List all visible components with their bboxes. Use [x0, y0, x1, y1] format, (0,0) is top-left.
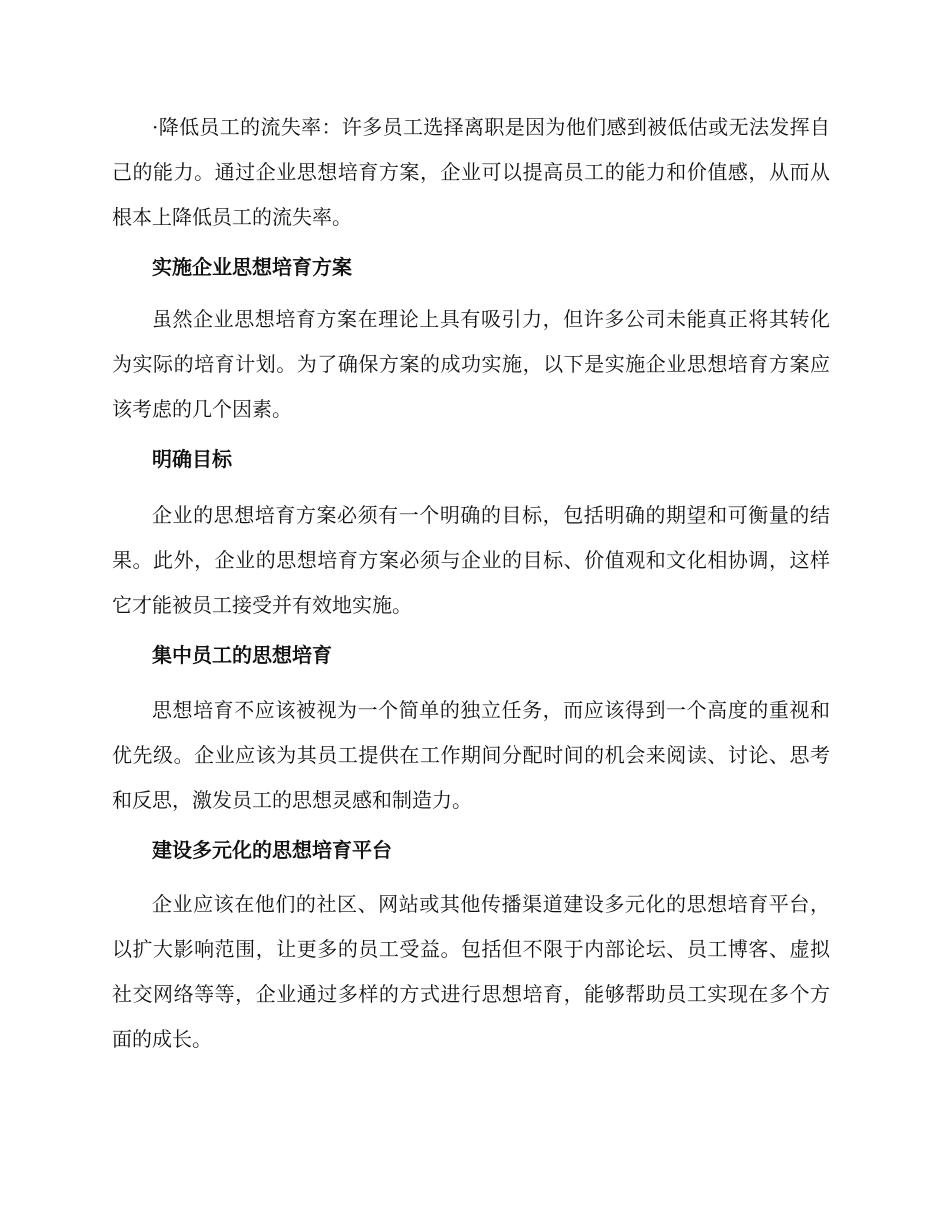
- section-heading-goals: 明确目标: [152, 447, 232, 471]
- section-body-goals: 企业的思想培育方案必须有一个明确的目标，包括明确的期望和可衡量的结果。此外，企业的思想培育方案必须与企业的目标、价值观和文化相协调，这样它才能被员工接受并有效地实施。: [112, 503, 830, 617]
- section-heading-focus: 集中员工的思想培育: [152, 643, 332, 667]
- section-body-focus: 思想培育不应该被视为一个简单的独立任务，而应该得到一个高度的重视和优先级。企业应该为其员工提供在工作期间分配时间的机会来阅读、讨论、思考和反思，激发员工的思想灵感和制造力。: [112, 698, 830, 812]
- section-body-platform: 企业应该在他们的社区、网站或其他传播渠道建设多元化的思想培育平台，以扩大影响范围，让更多的员工受益。包括但不限于内部论坛、员工博客、虚拟社交网络等等，企业通过多样的方式进行思想培育，能够帮助员工实现在多个方面的成长。: [112, 892, 830, 1051]
- section-heading-platform: 建设多元化的思想培育平台: [152, 838, 392, 862]
- bullet-paragraph: ·降低员工的流失率：许多员工选择离职是因为他们感到被低估或无法发挥自己的能力。通过企业思想培育方案，企业可以提高员工的能力和价值感，从而从根本上降低员工的流失率。: [112, 115, 830, 229]
- section-body-implement: 虽然企业思想培育方案在理论上具有吸引力，但许多公司未能真正将其转化为实际的培育计划。为了确保方案的成功实施，以下是实施企业思想培育方案应该考虑的几个因素。: [112, 307, 830, 421]
- section-heading-implement: 实施企业思想培育方案: [152, 255, 352, 279]
